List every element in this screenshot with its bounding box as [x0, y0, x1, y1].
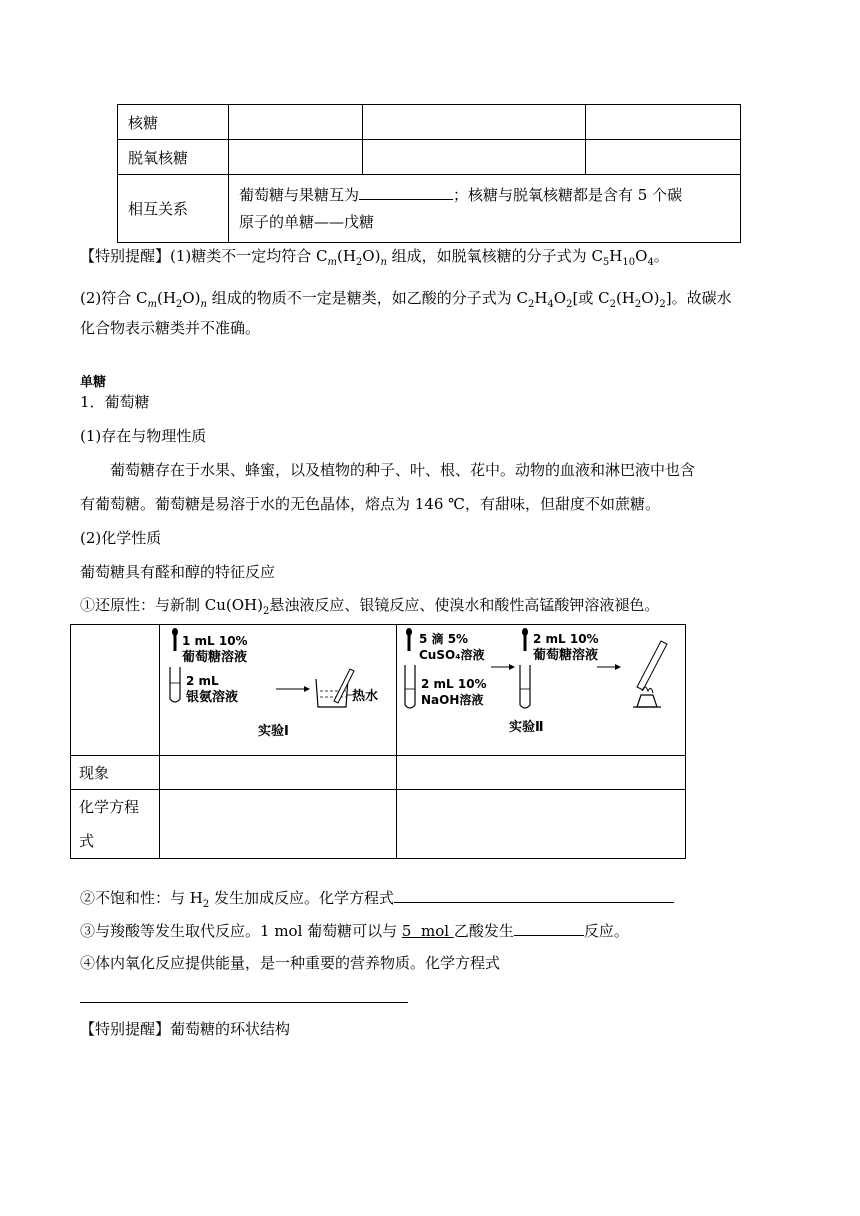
- alcohol-lamp-icon: [633, 641, 667, 707]
- formula-sub: 5: [602, 257, 610, 268]
- test-tube-icon: [170, 667, 180, 702]
- reminder-2-text: ]。故碳水: [665, 289, 732, 307]
- table-cell: [229, 105, 363, 140]
- table-row: [71, 790, 686, 859]
- exp2-reagent1-line1: 5 滴 5%: [419, 632, 469, 646]
- reminder-1-text: 【特别提醒】(1)糖类不一定均符合 C: [80, 247, 328, 265]
- test-tube-icon: [405, 665, 415, 708]
- oxidation-line: ④体内氧化反应提供能量，是一种重要的营养物质。化学方程式: [80, 954, 501, 972]
- exp2-reagent2-line1: 2 mL 10%: [421, 677, 487, 691]
- table-row: [118, 175, 741, 243]
- section-heading: 单糖: [80, 375, 107, 390]
- exp1-reagent1-line2: 葡萄糖溶液: [182, 650, 248, 665]
- answer-blank[interactable]: [514, 920, 584, 936]
- row-label-relation: 相互关系: [118, 175, 229, 243]
- unsaturation-text: 发生加成反应。化学方程式: [209, 889, 395, 907]
- equation-label-line1: 化学方程: [79, 798, 140, 816]
- table-cell: [586, 105, 741, 140]
- table-cell: [160, 790, 397, 859]
- paragraph-line: 有葡萄糖。葡萄糖是易溶于水的无色晶体，熔点为 146 ℃，有甜味，但甜度不如蔗糖。: [80, 495, 660, 513]
- equation-label-line2: 式: [79, 832, 95, 850]
- arrow-icon: [491, 664, 515, 670]
- row-label-ribose: 核糖: [118, 105, 229, 140]
- experiment-table: [70, 624, 686, 859]
- formula-sub: 4: [647, 257, 654, 268]
- substitution-text: ③与羧酸等发生取代反应。1 mol 葡萄糖可以与: [80, 922, 402, 940]
- dropper-icon: [522, 628, 528, 651]
- exp2-reagent3-line2: 葡萄糖溶液: [533, 648, 599, 663]
- table-cell: [229, 140, 363, 175]
- relation-text-b: ；核糖与脱氧核糖都是含有 5 个碳: [453, 185, 683, 204]
- experiment-1-cell: [160, 625, 397, 756]
- dropper-icon: [406, 628, 412, 651]
- row-label-phenomenon: 现象: [71, 756, 160, 790]
- reducing-text: ①还原性：与新制 Cu(OH): [80, 596, 263, 614]
- reducing-text: 悬浊液反应、银镜反应、使溴水和酸性高锰酸钾溶液褪色。: [269, 596, 660, 614]
- exp2-reagent1-line2: CuSO₄溶液: [419, 648, 485, 662]
- beaker-icon: [316, 669, 354, 707]
- table-cell: [586, 140, 741, 175]
- reminder-1: 【特别提醒】(1)糖类不一定均符合 $C_m(H_2O)_n$ 组成，如脱氧核糖的分子式为 $C_5H_{10}O_4$。: [80, 247, 669, 268]
- reminder-2-text: 组成的物质不一定是糖类，如乙酸的分子式为 C: [211, 289, 528, 307]
- reminder-3: 【特别提醒】葡萄糖的环状结构: [80, 1020, 291, 1038]
- punctuation: 。: [653, 247, 669, 265]
- exp1-bath-label: 热水: [352, 689, 379, 704]
- formula-part: O): [362, 247, 381, 265]
- relation-cell: [229, 175, 741, 243]
- table-cell: [160, 756, 397, 790]
- row-label-equation: [71, 790, 160, 859]
- substitution-line: [80, 920, 629, 941]
- formula-part: H: [609, 247, 623, 265]
- reminder-1-text: 组成，如脱氧核糖的分子式为 C: [386, 247, 603, 265]
- reminder-2-text: (2)符合 C: [80, 289, 148, 307]
- exp2-reagent2-line2: NaOH溶液: [421, 693, 484, 707]
- answer-blank[interactable]: [394, 887, 674, 903]
- reminder-2-line2: 化合物表示糖类并不准确。: [80, 319, 261, 337]
- row-label-deoxyribose: 脱氧核糖: [118, 140, 229, 175]
- substitution-text: 乙酸发生: [453, 922, 514, 940]
- formula-sub: 10: [622, 257, 636, 268]
- table-cell: [363, 105, 586, 140]
- exp1-reagent1-line1: 1 mL 10%: [182, 634, 248, 648]
- relation-text-c: 原子的单糖——戊糖: [239, 212, 375, 231]
- formula-part: O: [635, 247, 648, 265]
- feature-line: 葡萄糖具有醛和醇的特征反应: [80, 563, 276, 581]
- table-row: [118, 105, 741, 140]
- reducing-line: ①还原性：与新制 $Cu(OH)_2$悬浊液反应、银镜反应、使溴水和酸性高锰酸钾溶液褪色。: [80, 596, 660, 617]
- exp2-title: 实验Ⅱ: [509, 720, 544, 735]
- sugar-table: [117, 104, 741, 243]
- relation-text-a: 葡萄糖与果糖互为: [239, 185, 360, 204]
- experiment-1-diagram: [160, 625, 396, 751]
- arrow-icon: [597, 664, 621, 670]
- experiment-2-diagram: [397, 625, 685, 751]
- table-cell: [71, 625, 160, 756]
- dropper-icon: [172, 628, 178, 651]
- test-tube-icon: [520, 665, 530, 708]
- exp1-reagent2-line1: 2 mL: [186, 674, 219, 688]
- exp1-reagent2-line2: 银氨溶液: [186, 690, 239, 705]
- answer-blank[interactable]: [80, 1002, 408, 1003]
- exp1-title: 实验Ⅰ: [258, 724, 289, 739]
- arrow-icon: [276, 686, 310, 692]
- unsaturation-line: ②不饱和性：与 $H_2$ 发生加成反应。化学方程式: [80, 887, 674, 915]
- table-row: [118, 140, 741, 175]
- subscript-m: m: [327, 257, 337, 268]
- table-row: [71, 625, 686, 756]
- item-glucose: 1．葡萄糖: [80, 393, 150, 411]
- table-cell: [397, 790, 686, 859]
- reminder-2-line1: (2)符合 $C_m(H_2O)_n$ 组成的物质不一定是糖类，如乙酸的分子式为 $C_2H_4O_2$[或 $C_2(H_2O)_2$]。故碳水: [80, 289, 732, 310]
- subscript-n: n: [380, 257, 387, 268]
- exp2-reagent3-line1: 2 mL 10%: [533, 632, 599, 646]
- reminder-2-text: [或 C: [572, 289, 610, 307]
- table-cell: [363, 140, 586, 175]
- formula-part: (H: [336, 247, 356, 265]
- table-row: [71, 756, 686, 790]
- unsaturation-text: ②不饱和性：与 H: [80, 889, 203, 907]
- substitution-text: 反应。: [583, 922, 629, 940]
- table-cell: [397, 756, 686, 790]
- experiment-2-cell: [397, 625, 686, 756]
- substitution-answer: 5 mol: [401, 922, 454, 940]
- subheading-physical: (1)存在与物理性质: [80, 427, 207, 445]
- subheading-chemical: (2)化学性质: [80, 529, 162, 547]
- answer-blank[interactable]: [359, 184, 453, 200]
- paragraph-line: 葡萄糖存在于水果、蜂蜜，以及植物的种子、叶、根、花中。动物的血液和淋巴液中也含: [110, 461, 696, 479]
